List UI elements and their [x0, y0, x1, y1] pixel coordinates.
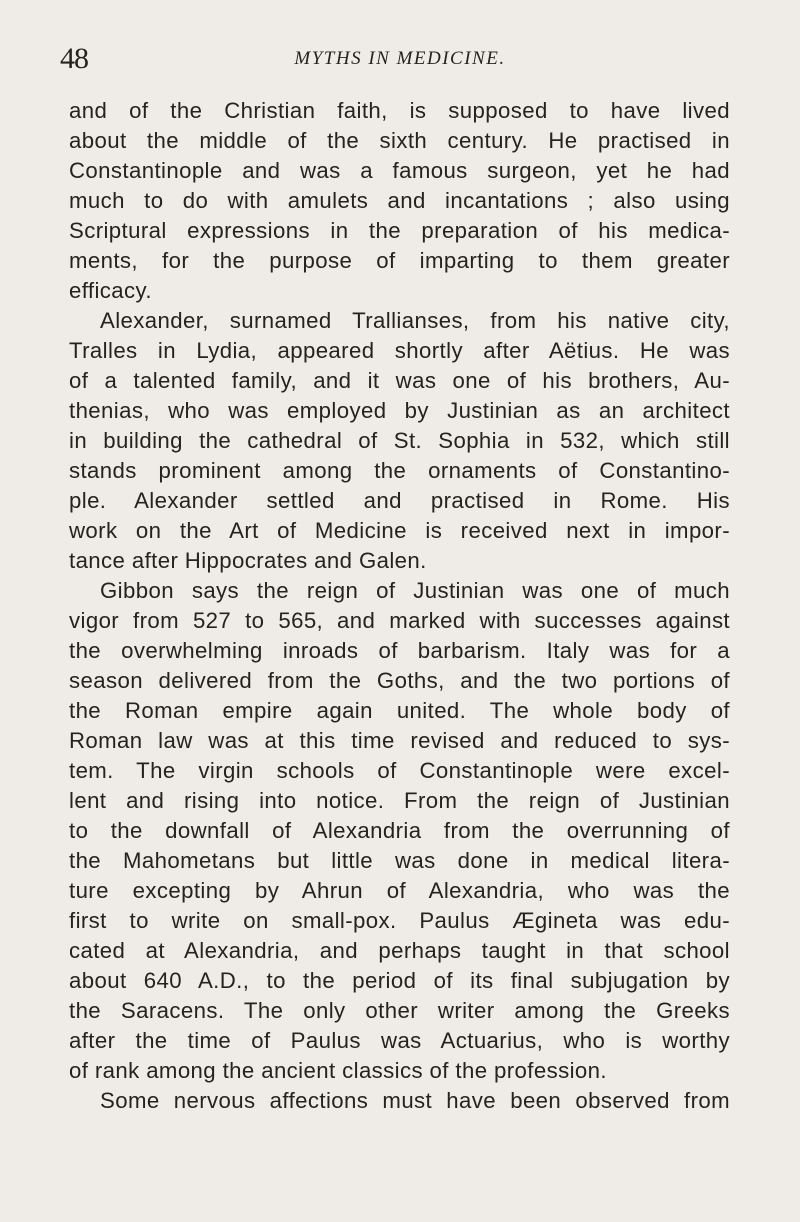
text-line: Scriptural expressions in the preparation of his medica- — [69, 218, 730, 243]
text-line: cated at Alexandria, and perhaps taught in that school — [69, 938, 730, 963]
text-line: Alexander, surnamed Trallianses, from his native city, — [100, 308, 730, 333]
text-line: stands prominent among the ornaments of Constantino- — [69, 458, 730, 483]
text-line: the Mahometans but little was done in medical litera- — [69, 848, 730, 873]
page-number: 48 — [60, 42, 88, 75]
text-line: after the time of Paulus was Actuarius, who is worthy — [69, 1028, 730, 1053]
text-line: tance after Hippocrates and Galen. — [69, 548, 427, 573]
text-line: first to write on small-pox. Paulus Ægineta was edu- — [69, 908, 730, 933]
text-line: Roman law was at this time revised and reduced to sys- — [69, 728, 730, 753]
text-line: tem. The virgin schools of Constantinople were excel- — [69, 758, 730, 783]
text-line: ture excepting by Ahrun of Alexandria, who was the — [69, 878, 730, 903]
text-line: vigor from 527 to 565, and marked with successes against — [69, 608, 730, 633]
text-line: of rank among the ancient classics of the profession. — [69, 1058, 607, 1083]
text-line: Some nervous affections must have been observed from — [100, 1088, 730, 1113]
text-line: ple. Alexander settled and practised in Rome. His — [69, 488, 730, 513]
text-line: efficacy. — [69, 278, 152, 303]
body-text — [69, 96, 730, 1116]
text-line: lent and rising into notice. From the reign of Justinian — [69, 788, 730, 813]
text-line: ments, for the purpose of imparting to them greater — [69, 248, 730, 273]
text-line: Gibbon says the reign of Justinian was one of much — [100, 578, 730, 603]
text-line: of a talented family, and it was one of his brothers, Au- — [69, 368, 730, 393]
text-line: the Saracens. The only other writer among the Greeks — [69, 998, 730, 1023]
text-line: about 640 A.D., to the period of its final subjugation by — [69, 968, 730, 993]
text-line: the overwhelming inroads of barbarism. Italy was for a — [69, 638, 730, 663]
text-line: to the downfall of Alexandria from the overrunning of — [69, 818, 730, 843]
running-head: MYTHS IN MEDICINE. — [294, 48, 506, 69]
text-line: season delivered from the Goths, and the two portions of — [69, 668, 730, 693]
text-line: in building the cathedral of St. Sophia in 532, which still — [69, 428, 730, 453]
text-line: Tralles in Lydia, appeared shortly after Aëtius. He was — [69, 338, 730, 363]
text-line: and of the Christian faith, is supposed to have lived — [69, 98, 730, 123]
text-line: Constantinople and was a famous surgeon, yet he had — [69, 158, 730, 183]
text-line: the Roman empire again united. The whole body of — [69, 698, 730, 723]
text-line: work on the Art of Medicine is received next in impor- — [69, 518, 730, 543]
text-line: about the middle of the sixth century. He practised in — [69, 128, 730, 153]
text-line: much to do with amulets and incantations ; also using — [69, 188, 730, 213]
text-line: thenias, who was employed by Justinian as an architect — [69, 398, 730, 423]
